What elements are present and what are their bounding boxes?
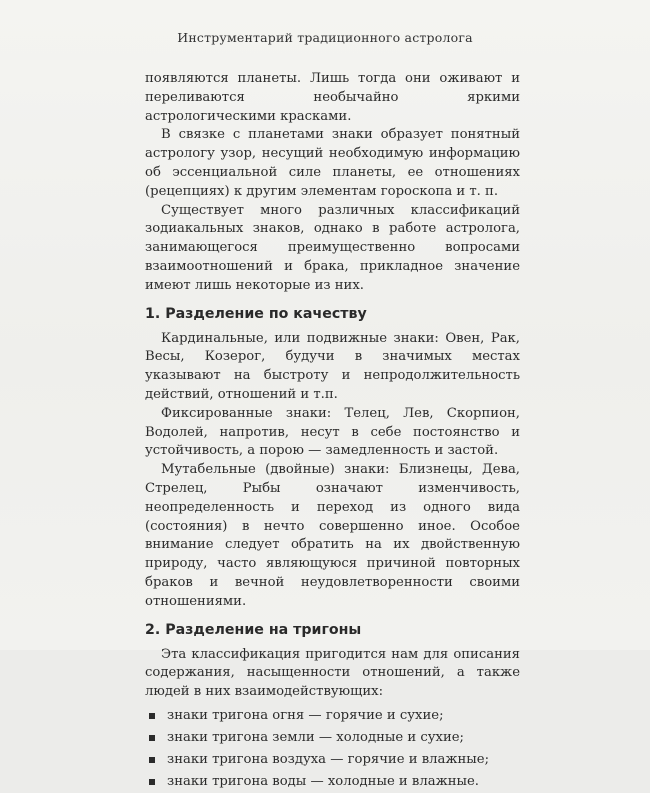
paragraph-classifications: Существует много различных классификаций зодиакальных знаков, однако в работе астролога, занимающегося преимущественно вопросами взаимоотношений и брака, прикладное значение имеют лишь некоторые из них.	[145, 202, 520, 293]
list-item	[145, 727, 520, 749]
square-bullet-icon	[149, 713, 155, 719]
section-heading-quality: 1. Разделение по качеству	[145, 305, 367, 322]
paragraph-signs-pattern: В связке с планетами знаки образует понятный астрологу узор, несущий необходимую информацию об эссенциальной силе планеты, ее отношениях (рецепциях) к другим элементам гороскопа и т. п.	[145, 127, 520, 199]
paragraph-trigons-intro: Эта классификация пригодится нам для описания содержания, насыщенности отношений, а также людей в них взаимодействующих:	[145, 646, 520, 700]
running-header: Инструментарий традиционного астролога	[177, 30, 473, 45]
paragraph-continued: появляются планеты. Лишь тогда они оживают и переливаются необычайно яркими астрологическими красками.	[145, 71, 520, 124]
section-heading-trigons: 2. Разделение на тригоны	[145, 621, 362, 638]
list-item-text: знаки тригона огня — горячие и сухие;	[167, 707, 444, 723]
list-item	[145, 771, 520, 793]
list-item-text: знаки тригона воздуха — горячие и влажные;	[167, 751, 490, 767]
square-bullet-icon	[149, 779, 155, 785]
square-bullet-icon	[149, 757, 155, 763]
list-item-text: знаки тригона земли — холодные и сухие;	[167, 729, 464, 745]
square-bullet-icon	[149, 735, 155, 741]
paragraph-mutable-signs: Мутабельные (двойные) знаки: Близнецы, Дева, Стрелец, Рыбы означают изменчивость, неопределенность и переход из одного вида (состояния) в нечто совершенно иное. Особое внимание следует обратить на их двойственную природу, часто являющуюся причиной повторных браков и вечной неудовлетворенности своими отношениями.	[145, 462, 520, 609]
paragraph-fixed-signs: Фиксированные знаки: Телец, Лев, Скорпион, Водолей, напротив, несут в себе постоянство и устойчивость, а порою — замедленность и застой.	[145, 405, 520, 459]
trigon-list	[145, 705, 520, 793]
list-item	[145, 749, 520, 771]
list-item	[145, 705, 520, 727]
page-body	[145, 70, 520, 793]
paragraph-cardinal-signs: Кардинальные, или подвижные знаки: Овен, Рак, Весы, Козерог, будучи в значимых местах указывают на быстроту и непродолжительность действий, отношений и т.п.	[145, 330, 520, 402]
list-item-text: знаки тригона воды — холодные и влажные.	[167, 773, 479, 789]
